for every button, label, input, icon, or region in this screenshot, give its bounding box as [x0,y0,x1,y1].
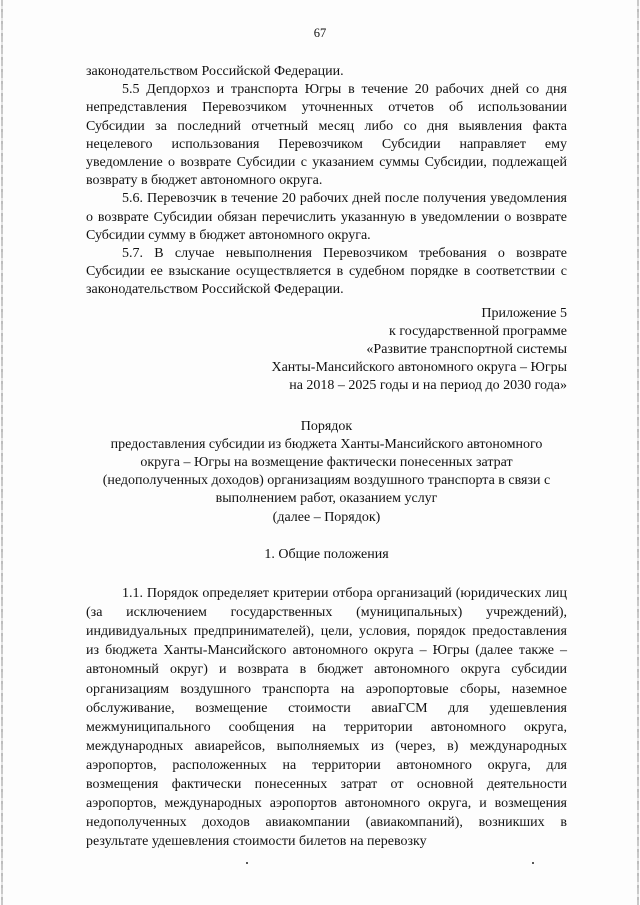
title-line: (недополученных доходов) организациям воздушного транспорта в связи с [102,473,551,489]
appendix-line: «Развитие транспортной системы [366,342,567,358]
appendix-line: Ханты-Мансийского автономного округа – Югры [271,360,567,376]
paragraph-5-6: 5.6. Перевозчик в течение 20 рабочих дней после получения уведомления о возврате Субсидии обязан перечислить указанную в уведомлении о возврате Субсидии сумму в бюджет автономного округа. [86,191,567,243]
appendix-line: на 2018 – 2025 годы и на период до 2030 года» [289,378,567,394]
title-line: выполнением работ, оказанием услуг [215,491,438,507]
scan-dot-left [246,862,248,864]
appendix-line: Приложение 5 [481,305,567,321]
document-title [86,418,567,527]
title-line: округа – Югры на возмещение фактически понесенных затрат [140,455,513,471]
title-line: Порядок [300,418,353,434]
title-line: (далее – Порядок) [272,509,381,525]
paragraph-5-7: 5.7. В случае невыполнения Перевозчиком требования о возврате Субсидии ее взыскание осуществляется в судебном порядке в соответствии с законодательством Российской Федерации. [86,246,567,298]
scan-dot-right [532,862,534,864]
title-line: предоставления субсидии из бюджета Ханты-Мансийского автономного [110,436,543,452]
scan-edge-left [1,0,3,905]
paragraph-1-1: 1.1. Порядок определяет критерии отбора организаций (юридических лиц (за исключением государственных (муниципальных) учреждений), индивидуальных предпринимателей), цели, условия, порядок предоставления из бюджета Ханты-Мансийского автономного округа – Югры (далее также – автономный округ) и возврата в бюджет автономного округа субсидии организациям воздушного транспорта на аэропортовые сборы, наземное обслуживание, возмещение стоимости авиаГСМ для удешевления межмуниципального сообщения на территории автономного округа, международных авиарейсов, выполняемых из (через, в) международных аэропортов, расположенных на территории автономного округа, для возмещения фактически понесенных затрат от основной деятельности аэропортов, международных аэропортов автономного округа, и возмещения недополученных доходов авиакомпании (авиакомпаний), возникших в результате удешевления стоимости билетов на перевозку [86,586,567,850]
paragraph-5-5: 5.5 Депдорхоз и транспорта Югры в течение 20 рабочих дней со дня непредставления Перевозчиком уточненных отчетов об использовании Субсидии за последний отчетный месяц либо со дня выявления факта нецелевого использования Перевозчиком Субсидии направляет ему уведомление о возврате Субсидии с указанием суммы Субсидии, подлежащей возврату в бюджет автономного округа. [86,82,567,189]
scan-edge-right [637,0,639,905]
paragraph-continuation: законодательством Российской Федерации. [86,64,344,79]
section-heading: 1. Общие положения [264,546,389,562]
page-content [86,63,567,851]
appendix-line: к государственной программе [389,323,567,339]
appendix-header [86,305,567,396]
page-number: 67 [313,26,327,40]
